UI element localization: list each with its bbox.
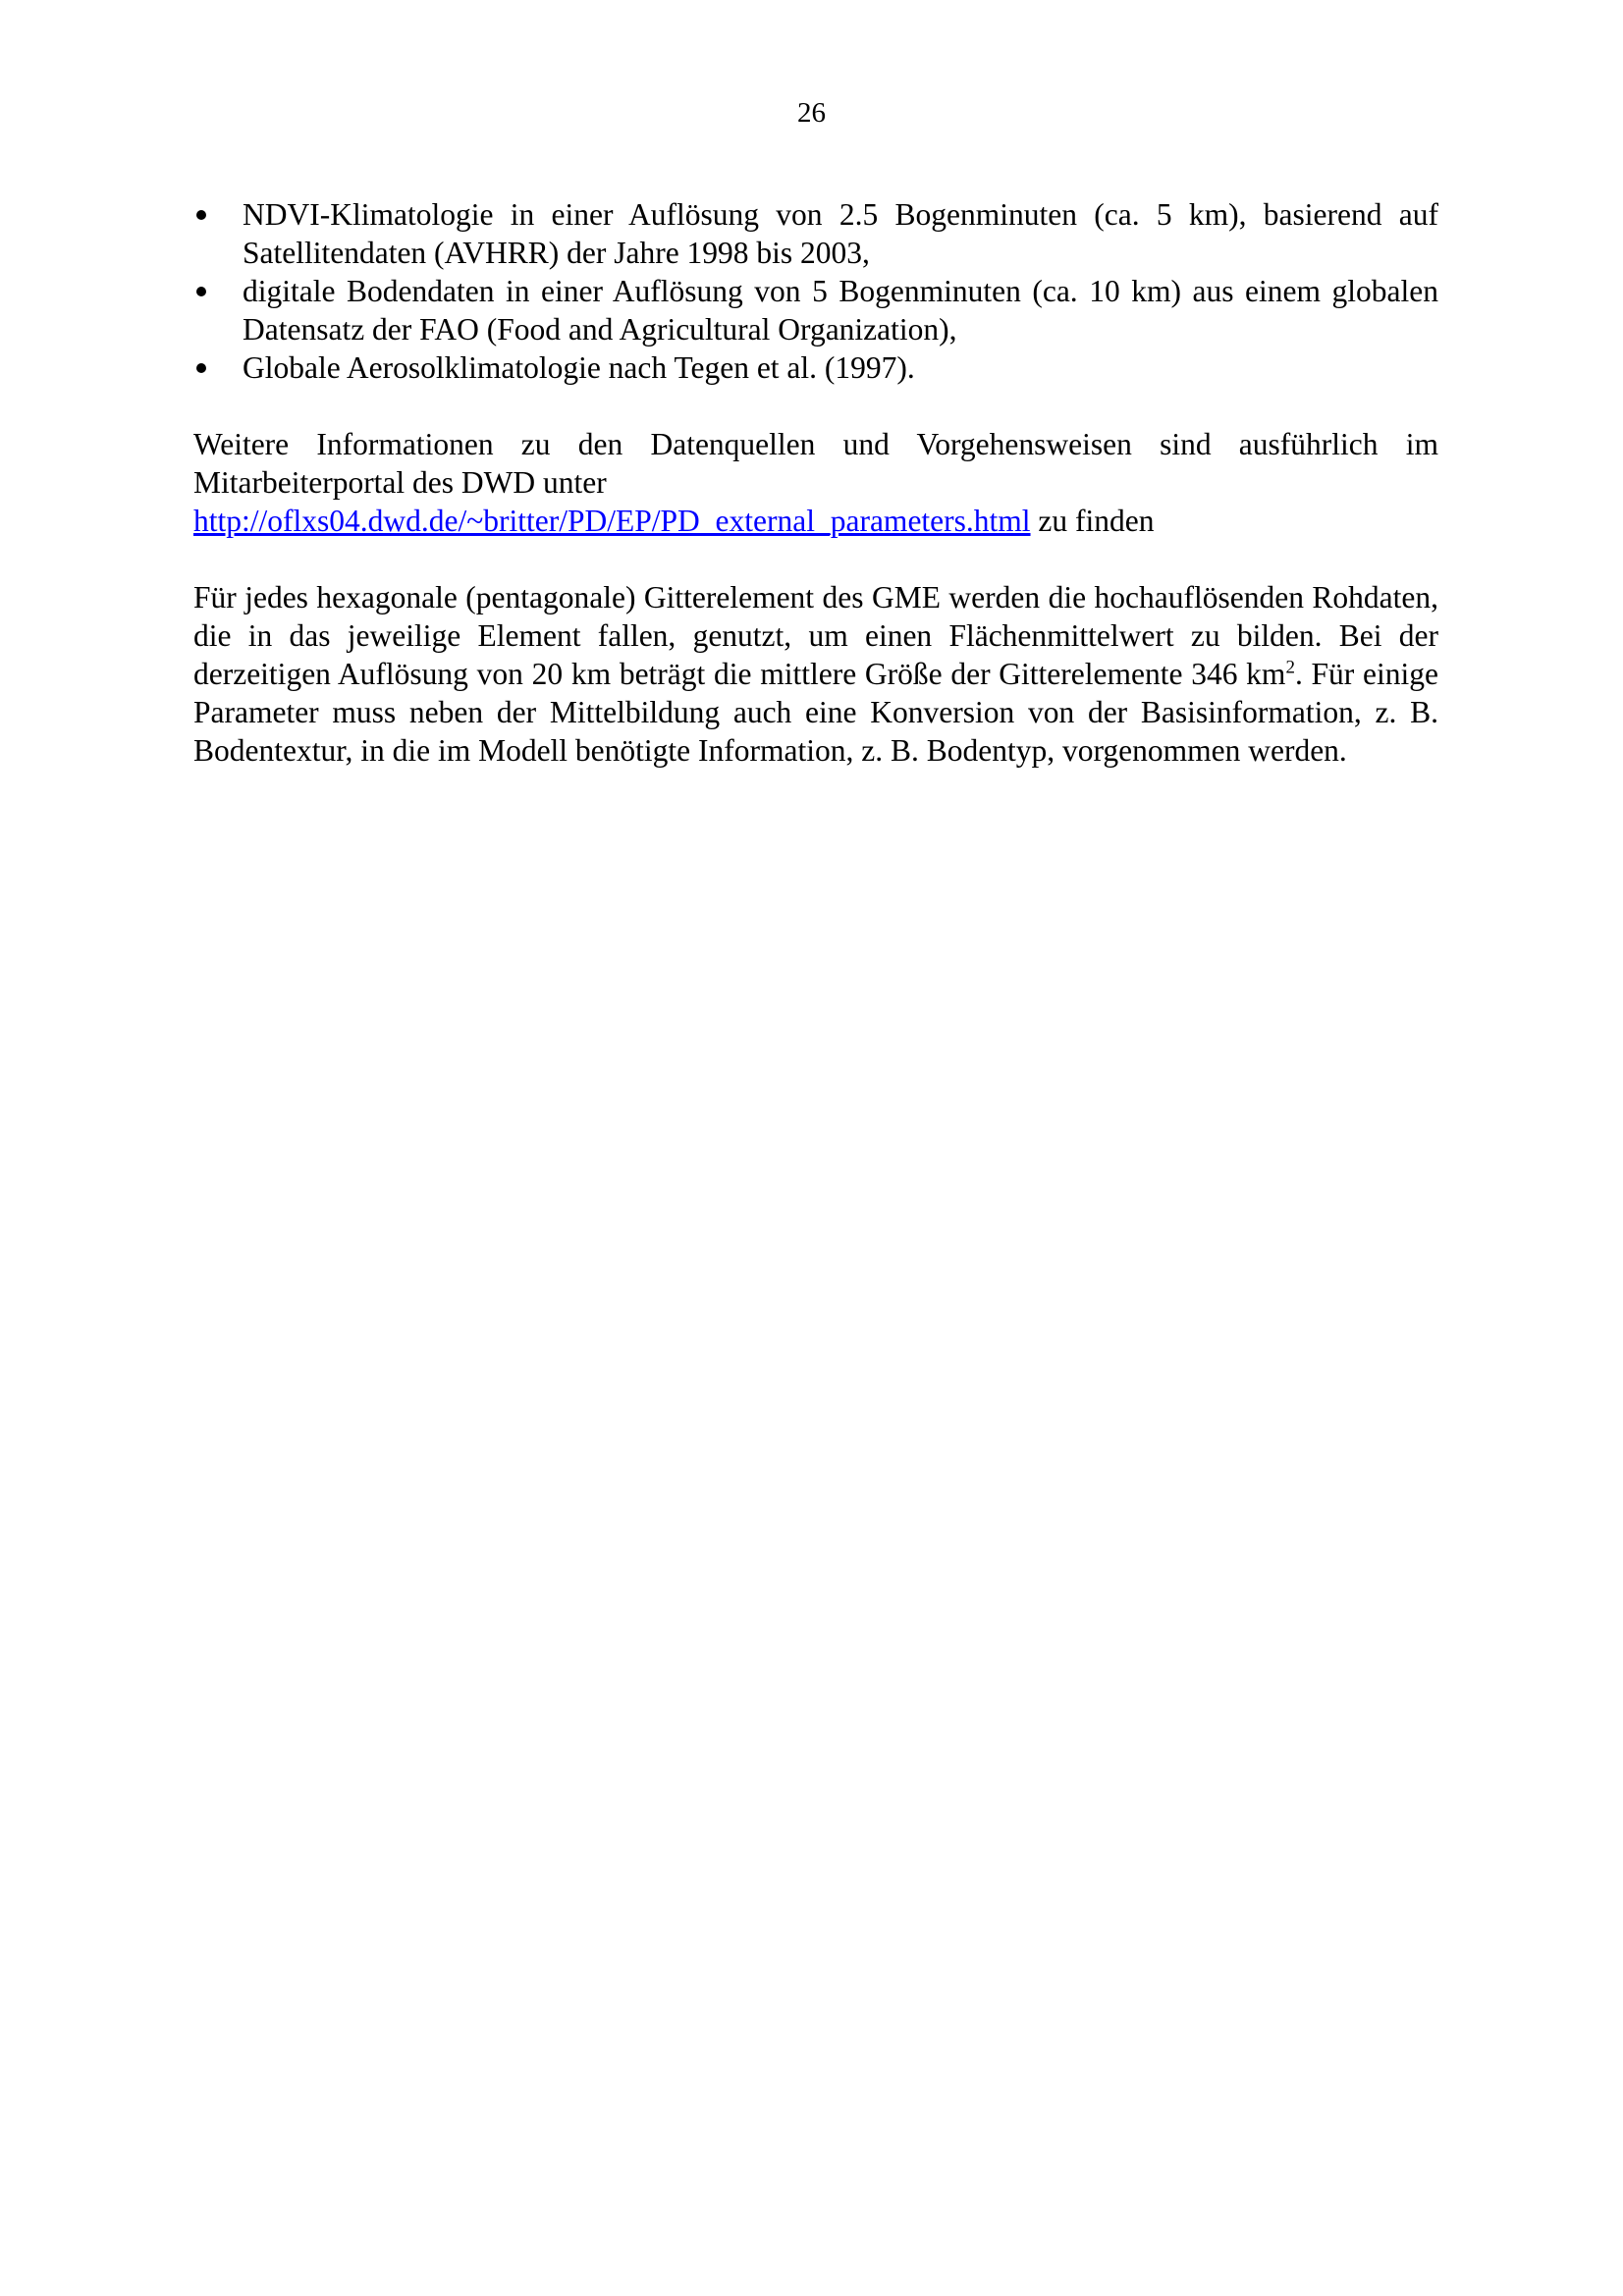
bullet-list	[193, 195, 1438, 387]
page-number: 26	[797, 97, 826, 129]
list-item	[193, 272, 1438, 348]
list-item-text: Globale Aerosolklimatologie nach Tegen et al. (1997).	[243, 350, 915, 385]
list-item	[193, 195, 1438, 272]
paragraph-text: Für jedes hexagonale (pentagonale) Gitterelement des GME werden die hochauflösenden Rohdaten, die in das jeweilige Element fallen, genutzt, um einen Flächenmittelwert zu bilden. Bei der derzeitigen Auflösung von 20 km beträgt die mittlere Größe der Gitterelemente 346 km	[193, 580, 1438, 691]
list-item-text: NDVI-Klimatologie in einer Auflösung von 2.5 Bogenminuten (ca. 5 km), basierend auf Satellitendaten (AVHRR) der Jahre 1998 bis 2003,	[243, 197, 1438, 270]
paragraph-text-after-link: zu finden	[1030, 504, 1155, 538]
list-item-text: digitale Bodendaten in einer Auflösung von 5 Bogenminuten (ca. 10 km) aus einem globalen Datensatz der FAO (Food and Agricultural Organization),	[243, 274, 1438, 347]
paragraph-text: Weitere Informationen zu den Datenquellen und Vorgehensweisen sind ausführlich im Mitarbeiterportal des DWD unter	[193, 427, 1438, 500]
document-body	[193, 195, 1438, 770]
bullet-icon	[196, 287, 206, 296]
paragraph-grid-averaging	[193, 578, 1438, 770]
paragraph-data-sources	[193, 425, 1438, 540]
bullet-icon	[196, 210, 206, 220]
superscript: 2	[1285, 657, 1295, 678]
paragraph-text-continued: . Für einige Parameter muss neben der Mittelbildung auch eine Konversion von der Basisinformation, z. B. Bodentextur, in die im Modell benötigte Information, z. B. Bodentyp, vorgenommen werden.	[193, 657, 1438, 768]
list-item	[193, 348, 1438, 387]
portal-link[interactable]: http://oflxs04.dwd.de/~britter/PD/EP/PD_external_parameters.html	[193, 504, 1031, 538]
bullet-icon	[196, 363, 206, 373]
